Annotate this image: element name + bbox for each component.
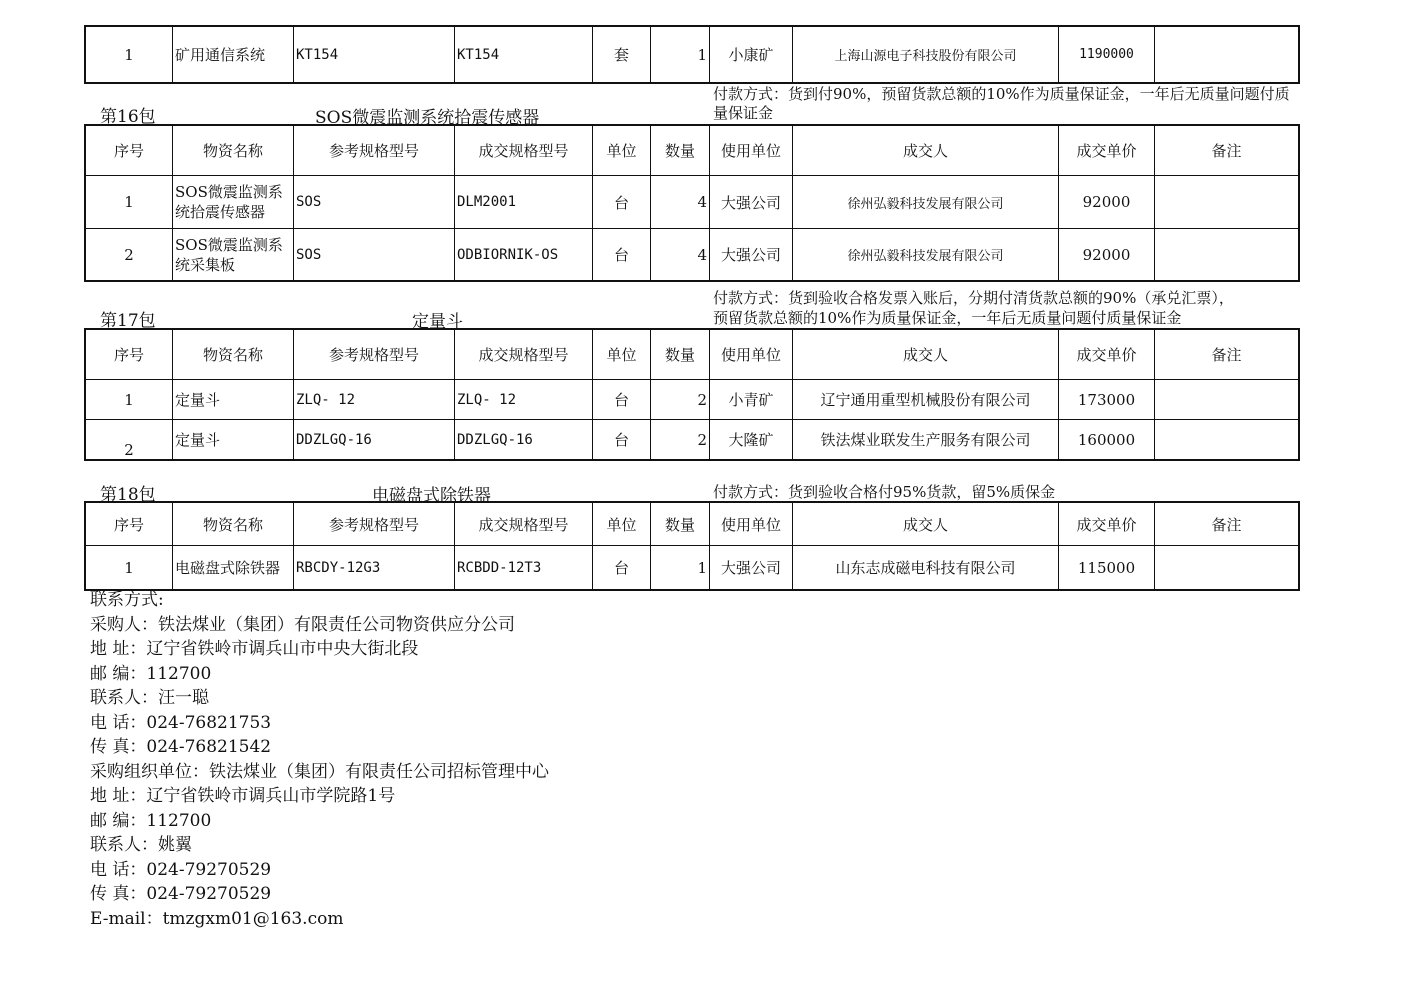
header-qty: 数量 bbox=[651, 126, 710, 176]
cell-qty: 4 bbox=[651, 176, 710, 229]
cell-unit: 台 bbox=[593, 420, 651, 460]
table-row bbox=[86, 546, 1299, 590]
header-winner: 成交人 bbox=[793, 503, 1059, 546]
header-deal-model: 成交规格型号 bbox=[455, 330, 593, 380]
header-name: 物资名称 bbox=[173, 503, 294, 546]
package-18-title: 第18包 bbox=[100, 485, 156, 505]
table-row bbox=[86, 229, 1299, 281]
cell-note bbox=[1155, 229, 1299, 281]
cell-ref-model: SOS bbox=[294, 176, 455, 229]
package-16-name: SOS微震监测系统拾震传感器 bbox=[315, 108, 540, 128]
cell-name: 定量斗 bbox=[173, 420, 294, 460]
cell-user: 大隆矿 bbox=[710, 420, 793, 460]
email: E-mail：tmzgxm01@163.com bbox=[90, 908, 344, 929]
cell-winner: 辽宁通用重型机械股份有限公司 bbox=[793, 380, 1059, 420]
cell-user: 大强公司 bbox=[710, 176, 793, 229]
cell-unit: 台 bbox=[593, 229, 651, 281]
header-note: 备注 bbox=[1155, 126, 1299, 176]
cell-ref-model: DDZLGQ-16 bbox=[294, 420, 455, 460]
cell-unit: 台 bbox=[593, 176, 651, 229]
header-note: 备注 bbox=[1155, 503, 1299, 546]
cell-deal-model: KT154 bbox=[455, 27, 593, 83]
cell-winner: 铁法煤业联发生产服务有限公司 bbox=[793, 420, 1059, 460]
cell-price: 115000 bbox=[1059, 546, 1155, 590]
cell-winner: 上海山源电子科技股份有限公司 bbox=[793, 27, 1059, 83]
table-row bbox=[86, 176, 1299, 229]
cell-unit: 套 bbox=[593, 27, 651, 83]
cell-price: 1190000 bbox=[1059, 27, 1155, 83]
cell-qty: 2 bbox=[651, 380, 710, 420]
cell-price: 173000 bbox=[1059, 380, 1155, 420]
table-header-row bbox=[86, 503, 1299, 546]
package-16-payment: 付款方式：货到付90%，预留货款总额的10%作为质量保证金，一年后无质量问题付质量保证金 bbox=[713, 85, 1290, 122]
header-winner: 成交人 bbox=[793, 330, 1059, 380]
org-address: 地 址：辽宁省铁岭市调兵山市学院路1号 bbox=[90, 786, 396, 806]
header-user: 使用单位 bbox=[710, 330, 793, 380]
package-18-name: 电磁盘式除铁器 bbox=[372, 486, 491, 506]
cell-no: 1 bbox=[86, 380, 173, 420]
header-price: 成交单价 bbox=[1059, 503, 1155, 546]
table-header-row bbox=[86, 126, 1299, 176]
cell-name: SOS微震监测系统拾震传感器 bbox=[173, 176, 294, 229]
header-no: 序号 bbox=[86, 126, 173, 176]
cell-note bbox=[1155, 380, 1299, 420]
contact-section bbox=[90, 588, 549, 931]
cell-deal-model: ZLQ- 12 bbox=[455, 380, 593, 420]
header-no: 序号 bbox=[86, 330, 173, 380]
buyer-fax: 传 真：024-76821542 bbox=[90, 737, 272, 757]
header-name: 物资名称 bbox=[173, 126, 294, 176]
org-zip: 邮 编：112700 bbox=[90, 810, 212, 831]
header-name: 物资名称 bbox=[173, 330, 294, 380]
cell-deal-model: DLM2001 bbox=[455, 176, 593, 229]
package-18-table bbox=[85, 502, 1299, 590]
cell-qty: 2 bbox=[651, 420, 710, 460]
buyer-name: 采购人：铁法煤业（集团）有限责任公司物资供应分公司 bbox=[90, 614, 515, 635]
header-ref-model: 参考规格型号 bbox=[294, 126, 455, 176]
cell-ref-model: ZLQ- 12 bbox=[294, 380, 455, 420]
cell-note bbox=[1155, 420, 1299, 460]
cell-note bbox=[1155, 27, 1299, 83]
header-price: 成交单价 bbox=[1059, 330, 1155, 380]
cell-no: 2 bbox=[86, 420, 173, 460]
buyer-contact-person: 联系人：汪一聪 bbox=[90, 688, 209, 708]
org-fax: 传 真：024-79270529 bbox=[90, 884, 272, 904]
package-17-name: 定量斗 bbox=[412, 312, 463, 332]
cell-name: 矿用通信系统 bbox=[173, 27, 294, 83]
cell-winner: 徐州弘毅科技发展有限公司 bbox=[793, 229, 1059, 281]
cell-winner: 徐州弘毅科技发展有限公司 bbox=[793, 176, 1059, 229]
header-ref-model: 参考规格型号 bbox=[294, 503, 455, 546]
cell-note bbox=[1155, 546, 1299, 590]
cell-user: 小青矿 bbox=[710, 380, 793, 420]
cell-qty: 1 bbox=[651, 27, 710, 83]
cell-no: 1 bbox=[86, 27, 173, 83]
package-16-title: 第16包 bbox=[100, 107, 156, 127]
table-row bbox=[86, 420, 1299, 460]
org-contact-person: 联系人：姚翼 bbox=[90, 835, 192, 855]
cell-unit: 台 bbox=[593, 380, 651, 420]
buyer-phone: 电 话：024-76821753 bbox=[90, 712, 272, 733]
cell-price: 160000 bbox=[1059, 420, 1155, 460]
cell-user: 大强公司 bbox=[710, 546, 793, 590]
cell-qty: 1 bbox=[651, 546, 710, 590]
package-17-payment-line2: 预留货款总额的10%作为质量保证金，一年后无质量问题付质量保证金 bbox=[713, 309, 1182, 327]
contact-heading: 联系方式: bbox=[90, 590, 164, 610]
org-phone: 电 话：024-79270529 bbox=[90, 859, 272, 880]
cell-ref-model: RBCDY-12G3 bbox=[294, 546, 455, 590]
header-qty: 数量 bbox=[651, 330, 710, 380]
header-no: 序号 bbox=[86, 503, 173, 546]
cell-winner: 山东志成磁电科技有限公司 bbox=[793, 546, 1059, 590]
buyer-address: 地 址：辽宁省铁岭市调兵山市中央大街北段 bbox=[90, 639, 419, 659]
header-unit: 单位 bbox=[593, 126, 651, 176]
header-qty: 数量 bbox=[651, 503, 710, 546]
cell-price: 92000 bbox=[1059, 176, 1155, 229]
header-unit: 单位 bbox=[593, 330, 651, 380]
table-row bbox=[86, 27, 1299, 83]
header-note: 备注 bbox=[1155, 330, 1299, 380]
table-header-row bbox=[86, 330, 1299, 380]
package-17-title: 第17包 bbox=[100, 311, 156, 331]
header-user: 使用单位 bbox=[710, 126, 793, 176]
cell-ref-model: KT154 bbox=[294, 27, 455, 83]
package-17-table bbox=[85, 329, 1299, 460]
cell-price: 92000 bbox=[1059, 229, 1155, 281]
cell-deal-model: RCBDD-12T3 bbox=[455, 546, 593, 590]
cell-note bbox=[1155, 176, 1299, 229]
package-18-payment: 付款方式：货到验收合格付95%货款，留5%质保金 bbox=[713, 483, 1056, 501]
header-winner: 成交人 bbox=[793, 126, 1059, 176]
cell-name: 电磁盘式除铁器 bbox=[173, 546, 294, 590]
package-15-table bbox=[85, 26, 1299, 83]
header-price: 成交单价 bbox=[1059, 126, 1155, 176]
cell-name: SOS微震监测系统采集板 bbox=[173, 229, 294, 281]
header-ref-model: 参考规格型号 bbox=[294, 330, 455, 380]
cell-deal-model: DDZLGQ-16 bbox=[455, 420, 593, 460]
package-17-payment-line1: 付款方式：货到验收合格发票入账后，分期付清货款总额的90%（承兑汇票）， bbox=[713, 289, 1234, 307]
cell-no: 1 bbox=[86, 176, 173, 229]
cell-deal-model: ODBIORNIK-OS bbox=[455, 229, 593, 281]
header-deal-model: 成交规格型号 bbox=[455, 503, 593, 546]
header-deal-model: 成交规格型号 bbox=[455, 126, 593, 176]
cell-no: 1 bbox=[86, 546, 173, 590]
cell-no: 2 bbox=[86, 229, 173, 281]
header-unit: 单位 bbox=[593, 503, 651, 546]
cell-unit: 台 bbox=[593, 546, 651, 590]
cell-name: 定量斗 bbox=[173, 380, 294, 420]
org-name: 采购组织单位：铁法煤业（集团）有限责任公司招标管理中心 bbox=[90, 761, 549, 782]
buyer-zip: 邮 编：112700 bbox=[90, 663, 212, 684]
header-user: 使用单位 bbox=[710, 503, 793, 546]
table-row bbox=[86, 380, 1299, 420]
cell-qty: 4 bbox=[651, 229, 710, 281]
package-16-table bbox=[85, 125, 1299, 281]
cell-ref-model: SOS bbox=[294, 229, 455, 281]
cell-user: 小康矿 bbox=[710, 27, 793, 83]
cell-user: 大强公司 bbox=[710, 229, 793, 281]
